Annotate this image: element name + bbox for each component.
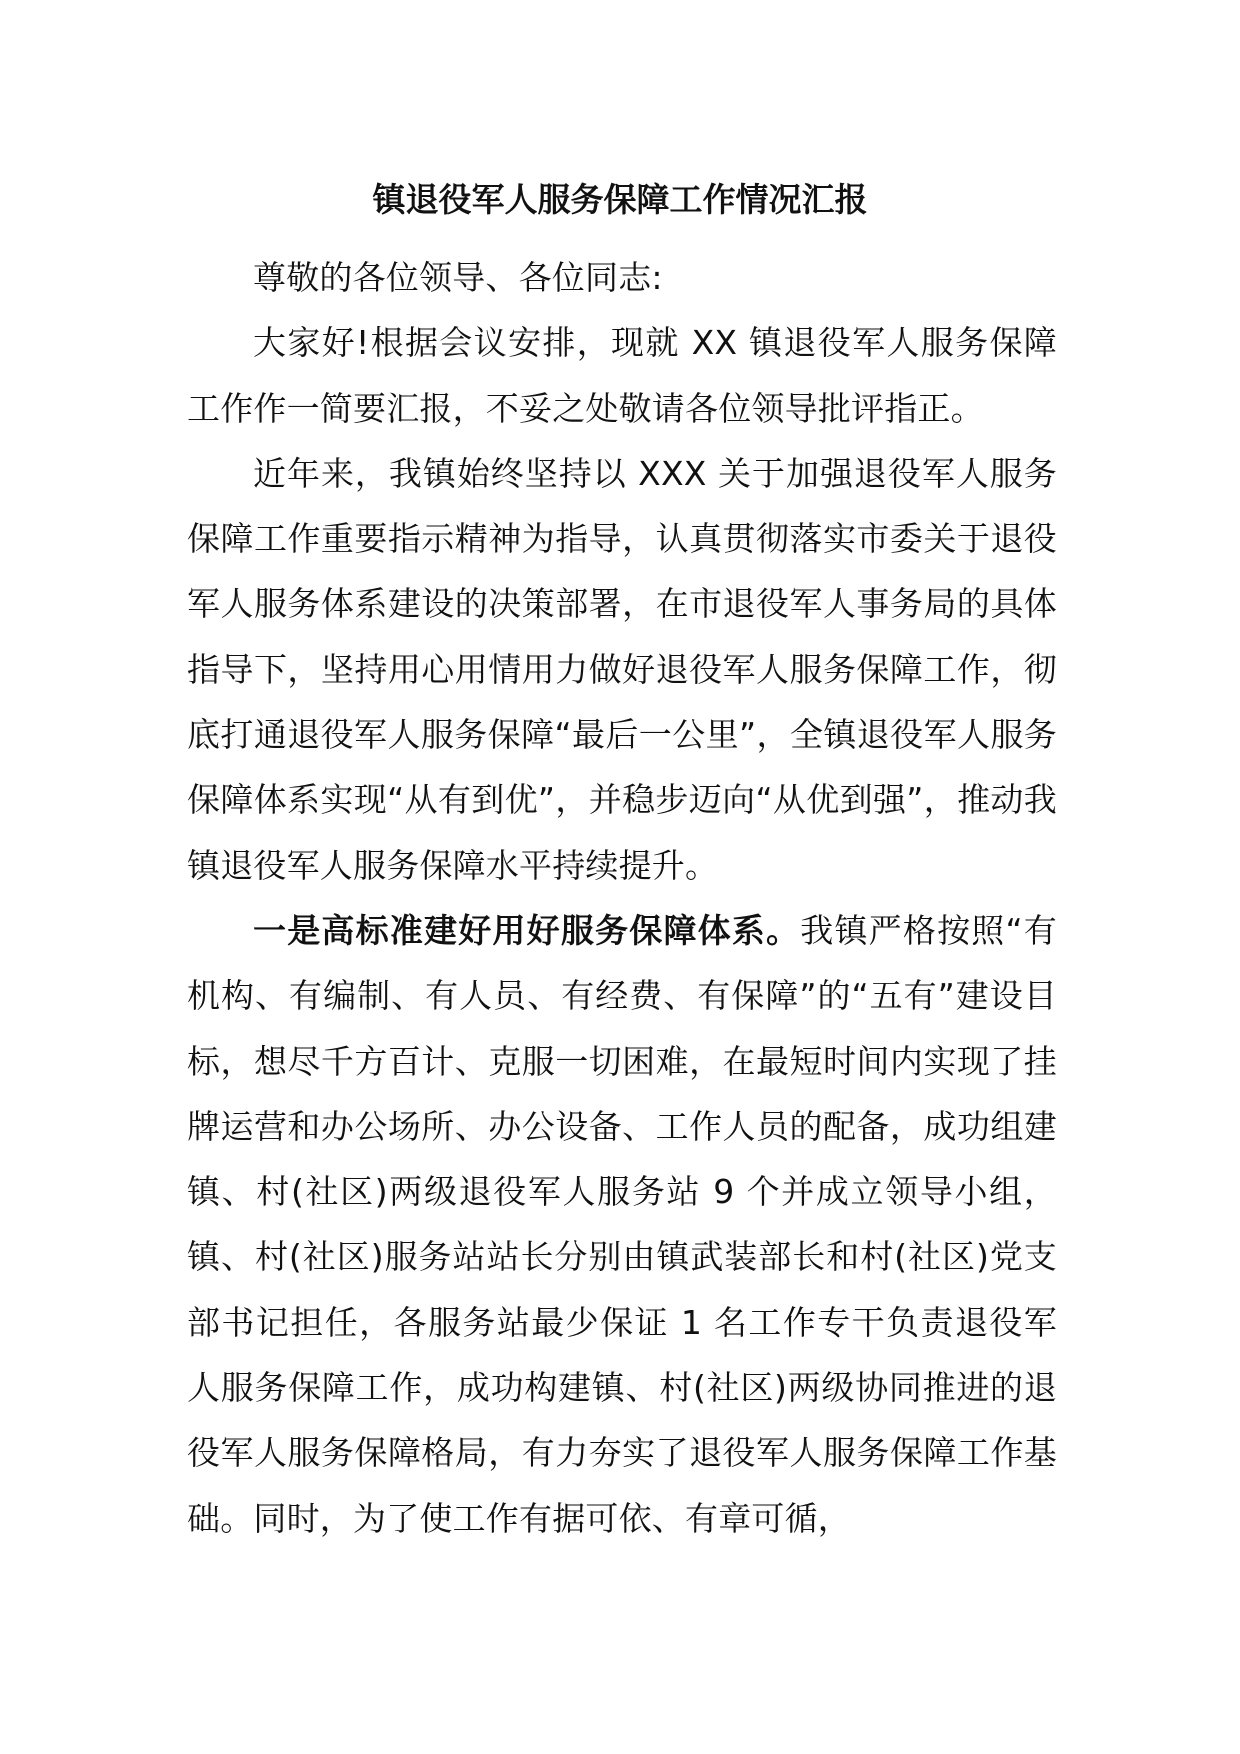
paragraph-greeting-text: 大家好!根据会议安排，现就 XX 镇退役军人服务保障工作作一简要汇报，不妥之处敬请各位领导批评指正。 <box>187 323 1057 428</box>
paragraph-overview-text: 近年来，我镇始终坚持以 XXX 关于加强退役军人服务保障工作重要指示精神为指导，认真贯彻落实市委关于退役军人服务体系建设的决策部署，在市退役军人事务局的具体指导下，坚持用心用情用力做好退役军人服务保障工作，彻底打通退役军人服务保障“最后一公里”，全镇退役军人服务保障体系实现“从有到优”，并稳步迈向“从优到强”，推动我镇退役军人服务保障水平持续提升。 <box>187 453 1057 885</box>
document-title: 镇退役军人服务保障工作情况汇报 <box>372 180 868 219</box>
paragraph-greeting <box>187 310 1057 441</box>
paragraph-overview <box>187 441 1057 898</box>
document-body <box>187 245 1057 1551</box>
paragraph-point-one-heading: 一是高标准建好用好服务保障体系。 <box>253 910 801 950</box>
paragraph-point-one <box>187 898 1057 1551</box>
paragraph-point-one-text: 我镇严格按照“有机构、有编制、有人员、有经费、有保障”的“五有”建设目标，想尽千方百计、克服一切困难，在最短时间内实现了挂牌运营和办公场所、办公设备、工作人员的配备，成功组建镇、村(社区)两级退役军人服务站 9 个并成立领导小组，镇、村(社区)服务站站长分别由镇武装部长和村(社区)党支部书记担任，各服务站最少保证 1 名工作专干负责退役军人服务保障工作，成功构建镇、村(社区)两级协同推进的退役军人服务保障格局，有力夯实了退役军人服务保障工作基础。同时，为了使工作有据可依、有章可循， <box>187 910 1057 1538</box>
salutation: 尊敬的各位领导、各位同志: <box>253 258 663 297</box>
